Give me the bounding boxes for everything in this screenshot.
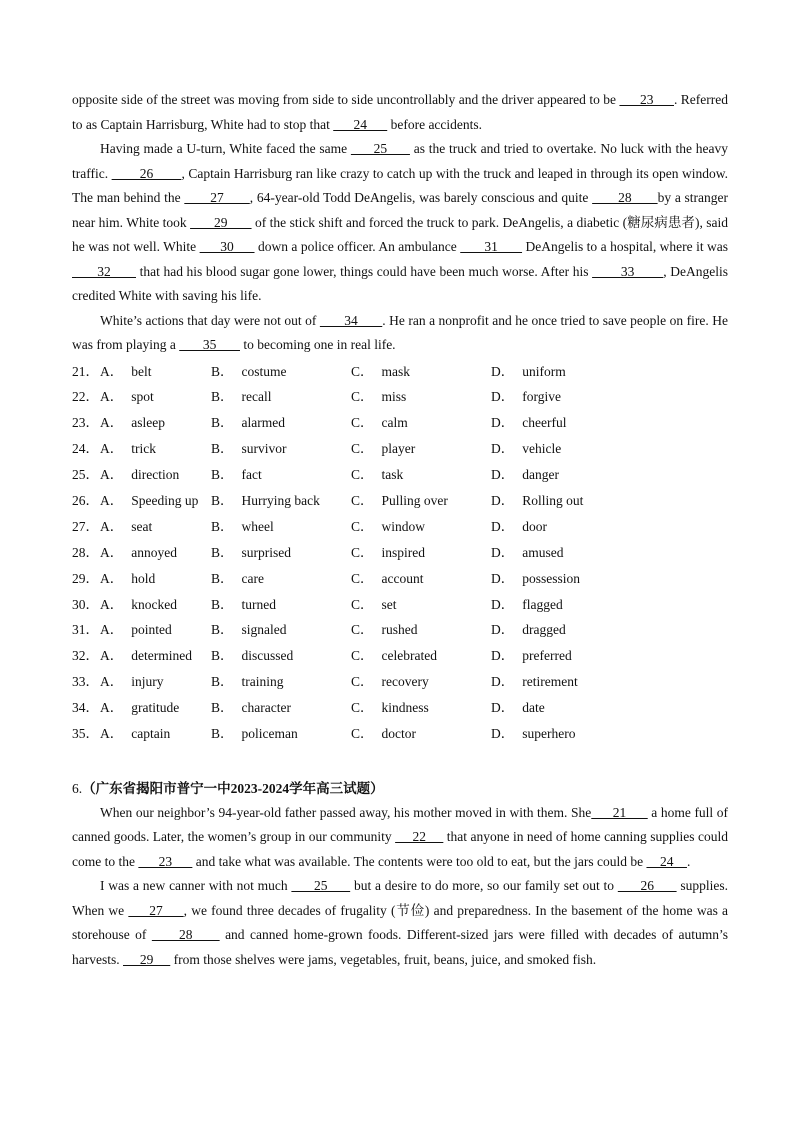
- option-letter: C．: [351, 622, 374, 638]
- option-word: miss: [381, 389, 407, 405]
- option-word: flagged: [522, 596, 563, 612]
- paragraph-text: from those shelves were jams, vegetables, fruit, beans, juice, and smoked fish.: [170, 951, 597, 967]
- option-letter: A．: [100, 518, 124, 534]
- paragraph-text: but a desire to do more, so our family set out to: [350, 878, 618, 894]
- blank-22: 22: [395, 829, 444, 845]
- option-choice: [211, 592, 351, 618]
- option-word: costume: [241, 363, 287, 379]
- question-number: 27．: [72, 518, 99, 534]
- question-row: [72, 462, 728, 488]
- paragraph-text: . Referred to as Captain Harrisburg, White had to stop that: [72, 92, 729, 132]
- question-number: 29．: [72, 570, 99, 586]
- option-choice: [211, 540, 351, 566]
- option-choice: [351, 488, 491, 514]
- option-letter: C．: [351, 363, 374, 379]
- option-letter: B．: [211, 441, 234, 457]
- option-choice: [351, 566, 491, 592]
- option-letter: B．: [211, 518, 234, 534]
- paragraph-text: Having made a U-turn, White faced the same: [100, 141, 351, 156]
- question-row: [72, 617, 728, 643]
- option-letter: B．: [211, 700, 234, 716]
- question-number: 33．: [72, 674, 99, 690]
- section-6-heading: [72, 777, 728, 801]
- option-choice: [100, 643, 211, 669]
- question-row: [72, 359, 728, 385]
- option-letter: B．: [211, 725, 234, 741]
- paragraph-text: before accidents.: [387, 116, 483, 132]
- blank-24: 24: [646, 853, 687, 869]
- option-letter: A．: [100, 674, 124, 690]
- option-letter: A．: [100, 596, 124, 612]
- paragraph-text: by a stranger near him. White took: [72, 190, 729, 230]
- option-letter: D．: [491, 648, 515, 664]
- option-choice: [211, 359, 351, 385]
- question-row: [72, 384, 728, 410]
- option-letter: A．: [100, 648, 124, 664]
- blank-23: 23: [619, 92, 674, 107]
- option-word: seat: [131, 518, 153, 534]
- option-word: account: [381, 570, 424, 586]
- option-word: injury: [131, 674, 164, 690]
- option-word: turned: [241, 596, 277, 612]
- question-row: [72, 669, 728, 695]
- option-choice: [211, 410, 351, 436]
- blank-25: 25: [291, 878, 351, 894]
- question-number: 23．: [72, 415, 99, 431]
- option-letter: D．: [491, 725, 515, 741]
- option-word: policeman: [241, 725, 298, 741]
- option-choice: [211, 436, 351, 462]
- question-number: 32．: [72, 648, 99, 664]
- option-letter: B．: [211, 544, 234, 560]
- question-number: 30．: [72, 596, 99, 612]
- blank-21: 21: [591, 804, 648, 820]
- option-letter: B．: [211, 596, 234, 612]
- option-letter: C．: [351, 674, 374, 690]
- option-word: gratitude: [131, 700, 180, 716]
- option-letter: A．: [100, 544, 124, 560]
- option-word: date: [522, 700, 545, 716]
- option-choice: [351, 617, 491, 643]
- question-number: 26．: [72, 492, 99, 508]
- option-choice: [491, 721, 641, 747]
- option-choice: [491, 359, 641, 385]
- option-choice: [491, 669, 641, 695]
- paragraph-text: and take what was available. The contents were too old to eat, but the jars could be: [192, 853, 647, 869]
- option-letter: D．: [491, 622, 515, 638]
- option-choice: [100, 540, 211, 566]
- option-choice: [491, 695, 641, 721]
- option-letter: B．: [211, 363, 234, 379]
- option-letter: D．: [491, 467, 515, 483]
- option-word: celebrated: [381, 648, 437, 664]
- blank-26: 26: [111, 165, 182, 181]
- option-choice: [491, 617, 641, 643]
- option-choice: [351, 669, 491, 695]
- question-number: 34．: [72, 700, 99, 716]
- option-word: vehicle: [522, 441, 562, 457]
- question-row: [72, 566, 728, 592]
- option-word: care: [241, 570, 264, 586]
- section-6-paragraph-1: [72, 801, 728, 875]
- option-letter: D．: [491, 544, 515, 560]
- option-choice: [351, 592, 491, 618]
- option-choice: [491, 436, 641, 462]
- blank-34: 34: [319, 312, 383, 328]
- option-letter: A．: [100, 363, 124, 379]
- blank-30: 30: [199, 239, 255, 254]
- option-word: survivor: [241, 441, 287, 457]
- option-choice: [100, 669, 211, 695]
- blank-28: 28: [151, 927, 220, 943]
- option-letter: C．: [351, 492, 374, 508]
- option-word: kindness: [381, 700, 429, 716]
- question-row: [72, 436, 728, 462]
- option-word: hold: [131, 570, 156, 586]
- paragraph-text: that had his blood sugar gone lower, things could have been much worse. After his: [136, 263, 593, 279]
- option-choice: [351, 643, 491, 669]
- option-letter: D．: [491, 441, 515, 457]
- blank-27: 27: [184, 190, 250, 205]
- paragraph-text: When our neighbor’s 94-year-old father passed away, his mother moved in with them. She: [100, 804, 592, 820]
- blank-24: 24: [333, 116, 388, 132]
- option-word: Hurrying back: [241, 492, 320, 508]
- option-choice: [351, 410, 491, 436]
- option-choice: [351, 359, 491, 385]
- option-letter: B．: [211, 674, 234, 690]
- blank-25: 25: [350, 141, 410, 156]
- option-word: signaled: [241, 622, 287, 638]
- section-6-paragraph-2: [72, 874, 728, 972]
- paragraph-text: down a police officer. An ambulance: [254, 239, 461, 254]
- option-letter: C．: [351, 725, 374, 741]
- option-choice: [211, 514, 351, 540]
- option-letter: A．: [100, 415, 124, 431]
- option-choice: [351, 384, 491, 410]
- option-choice: [491, 566, 641, 592]
- option-letter: B．: [211, 467, 234, 483]
- option-choice: [491, 540, 641, 566]
- option-word: retirement: [522, 674, 578, 690]
- paragraph-text: a home full of canned goods. Later, the women’s group in our community: [72, 804, 729, 845]
- option-word: direction: [131, 467, 180, 483]
- paragraph-text: , 64-year-old Todd DeAngelis, was barely conscious and quite: [249, 190, 593, 205]
- option-choice: [351, 540, 491, 566]
- option-choice: [100, 359, 211, 385]
- option-letter: D．: [491, 492, 515, 508]
- option-letter: D．: [491, 700, 515, 716]
- paragraph-text: .: [686, 853, 691, 869]
- question-row: [72, 695, 728, 721]
- passage-paragraph-3: [72, 309, 728, 358]
- passage-paragraph-1: [72, 88, 728, 137]
- option-word: discussed: [241, 648, 294, 664]
- option-word: player: [381, 441, 416, 457]
- option-letter: B．: [211, 492, 234, 508]
- option-choice: [100, 695, 211, 721]
- option-word: doctor: [381, 725, 417, 741]
- option-choice: [100, 436, 211, 462]
- option-choice: [491, 384, 641, 410]
- option-word: set: [381, 596, 397, 612]
- option-choice: [211, 695, 351, 721]
- option-letter: C．: [351, 415, 374, 431]
- option-word: recovery: [381, 674, 429, 690]
- option-choice: [351, 462, 491, 488]
- option-word: spot: [131, 389, 154, 405]
- blank-29: 29: [190, 214, 252, 230]
- option-choice: [211, 566, 351, 592]
- option-word: character: [241, 700, 291, 716]
- option-letter: A．: [100, 467, 124, 483]
- option-letter: D．: [491, 596, 515, 612]
- option-letter: C．: [351, 596, 374, 612]
- section-source: （广东省揭阳市普宁一中2023-2024学年高三试题）: [82, 780, 384, 796]
- blank-35: 35: [179, 337, 240, 352]
- option-word: Rolling out: [522, 492, 584, 508]
- option-choice: [100, 592, 211, 618]
- option-word: wheel: [241, 518, 274, 534]
- option-word: inspired: [381, 544, 426, 560]
- option-word: amused: [522, 544, 564, 560]
- option-choice: [100, 384, 211, 410]
- option-word: alarmed: [241, 415, 285, 431]
- paragraph-text: , DeAngelis credited White with saving his life.: [72, 263, 729, 303]
- option-letter: D．: [491, 363, 515, 379]
- question-number: 31．: [72, 622, 99, 638]
- option-choice: [100, 488, 211, 514]
- blank-33: 33: [592, 263, 664, 279]
- blank-28: 28: [592, 190, 658, 205]
- blank-32: 32: [72, 263, 136, 279]
- option-choice: [100, 566, 211, 592]
- option-choice: [211, 462, 351, 488]
- section-number: 6.: [72, 780, 83, 796]
- option-choice: [491, 488, 641, 514]
- option-word: belt: [131, 363, 152, 379]
- paragraph-text: White’s actions that day were not out of: [100, 312, 320, 328]
- paragraph-text: supplies. When we: [72, 878, 728, 918]
- question-row: [72, 592, 728, 618]
- option-choice: [491, 592, 641, 618]
- option-choice: [211, 721, 351, 747]
- option-word: asleep: [131, 415, 165, 431]
- option-word: annoyed: [131, 544, 177, 560]
- option-word: cheerful: [522, 415, 567, 431]
- option-word: pointed: [131, 622, 172, 638]
- option-word: determined: [131, 648, 192, 664]
- question-number: 21．: [72, 363, 99, 379]
- option-letter: D．: [491, 518, 515, 534]
- paragraph-text: I was a new canner with not much: [100, 878, 292, 894]
- option-letter: A．: [100, 492, 124, 508]
- paragraph-text: to becoming one in real life.: [239, 337, 396, 352]
- paragraph-text: , we found three decades of frugality (节俭) and preparedness. In the basement of the home was a storehouse of: [72, 902, 728, 943]
- option-letter: D．: [491, 674, 515, 690]
- blank-27: 27: [128, 902, 184, 918]
- option-choice: [211, 617, 351, 643]
- answer-options-list: [72, 359, 728, 747]
- option-word: superhero: [522, 725, 576, 741]
- option-choice: [100, 410, 211, 436]
- option-word: Speeding up: [131, 492, 199, 508]
- blank-26: 26: [617, 878, 677, 894]
- option-letter: B．: [211, 415, 234, 431]
- option-choice: [211, 669, 351, 695]
- paragraph-text: of the stick shift and forced the truck to park. DeAngelis, a diabetic (糖尿病患者), said he was not well. White: [72, 214, 728, 254]
- paragraph-text: opposite side of the street was moving from side to side uncontrollably and the driver appeared to be: [72, 92, 620, 107]
- option-choice: [100, 514, 211, 540]
- option-letter: B．: [211, 570, 234, 586]
- option-word: possession: [522, 570, 581, 586]
- option-choice: [100, 617, 211, 643]
- option-choice: [100, 462, 211, 488]
- option-letter: A．: [100, 725, 124, 741]
- option-letter: B．: [211, 389, 234, 405]
- option-choice: [100, 721, 211, 747]
- option-letter: C．: [351, 467, 374, 483]
- document-page: [72, 88, 728, 972]
- question-row: [72, 540, 728, 566]
- option-word: calm: [381, 415, 408, 431]
- paragraph-text: as the truck and tried to overtake. No luck with the heavy traffic.: [72, 141, 729, 181]
- option-letter: D．: [491, 570, 515, 586]
- option-word: door: [522, 518, 547, 534]
- option-letter: D．: [491, 389, 515, 405]
- paragraph-text: that anyone in need of home canning supplies could come to the: [72, 829, 728, 869]
- option-word: surprised: [241, 544, 292, 560]
- option-word: dragged: [522, 622, 566, 638]
- question-number: 35．: [72, 725, 99, 741]
- option-letter: B．: [211, 622, 234, 638]
- option-choice: [351, 721, 491, 747]
- option-letter: A．: [100, 389, 124, 405]
- option-word: preferred: [522, 648, 572, 664]
- option-letter: A．: [100, 700, 124, 716]
- option-word: fact: [241, 467, 262, 483]
- blank-31: 31: [460, 239, 523, 254]
- option-choice: [211, 643, 351, 669]
- option-choice: [211, 384, 351, 410]
- blank-29: 29: [123, 951, 171, 967]
- option-word: danger: [522, 467, 559, 483]
- option-letter: B．: [211, 648, 234, 664]
- option-choice: [491, 514, 641, 540]
- option-letter: C．: [351, 389, 374, 405]
- paragraph-text: and canned home-grown foods. Different-sized jars were filled with decades of autumn’s harvests.: [72, 927, 729, 967]
- question-row: [72, 410, 728, 436]
- question-number: 28．: [72, 544, 99, 560]
- paragraph-text: DeAngelis to a hospital, where it was: [522, 239, 729, 254]
- option-choice: [351, 436, 491, 462]
- option-letter: C．: [351, 700, 374, 716]
- option-word: captain: [131, 725, 171, 741]
- option-word: window: [381, 518, 426, 534]
- option-word: recall: [241, 389, 272, 405]
- option-choice: [491, 643, 641, 669]
- option-word: uniform: [522, 363, 566, 379]
- option-word: knocked: [131, 596, 177, 612]
- question-number: 25．: [72, 467, 99, 483]
- option-word: trick: [131, 441, 156, 457]
- option-letter: C．: [351, 518, 374, 534]
- option-letter: A．: [100, 622, 124, 638]
- option-choice: [491, 462, 641, 488]
- question-number: 24．: [72, 441, 99, 457]
- option-letter: A．: [100, 570, 124, 586]
- question-row: [72, 643, 728, 669]
- option-choice: [211, 488, 351, 514]
- option-letter: C．: [351, 648, 374, 664]
- option-word: task: [381, 467, 404, 483]
- option-letter: D．: [491, 415, 515, 431]
- option-letter: C．: [351, 570, 374, 586]
- passage-paragraph-2: [72, 137, 728, 309]
- option-word: forgive: [522, 389, 561, 405]
- option-letter: A．: [100, 441, 124, 457]
- option-letter: C．: [351, 441, 374, 457]
- option-word: Pulling over: [381, 492, 448, 508]
- question-row: [72, 514, 728, 540]
- question-number: 22．: [72, 389, 99, 405]
- option-letter: C．: [351, 544, 374, 560]
- option-word: rushed: [381, 622, 418, 638]
- question-row: [72, 488, 728, 514]
- option-choice: [351, 695, 491, 721]
- paragraph-text: , Captain Harrisburg ran like crazy to catch up with the truck and leaped in through its open window. The man behind the: [72, 165, 729, 205]
- option-word: training: [241, 674, 284, 690]
- option-choice: [491, 410, 641, 436]
- paragraph-text: . He ran a nonprofit and he once tried to save people on fire. He was from playing a: [72, 312, 728, 352]
- option-choice: [351, 514, 491, 540]
- question-row: [72, 721, 728, 747]
- blank-23: 23: [138, 853, 193, 869]
- option-word: mask: [381, 363, 411, 379]
